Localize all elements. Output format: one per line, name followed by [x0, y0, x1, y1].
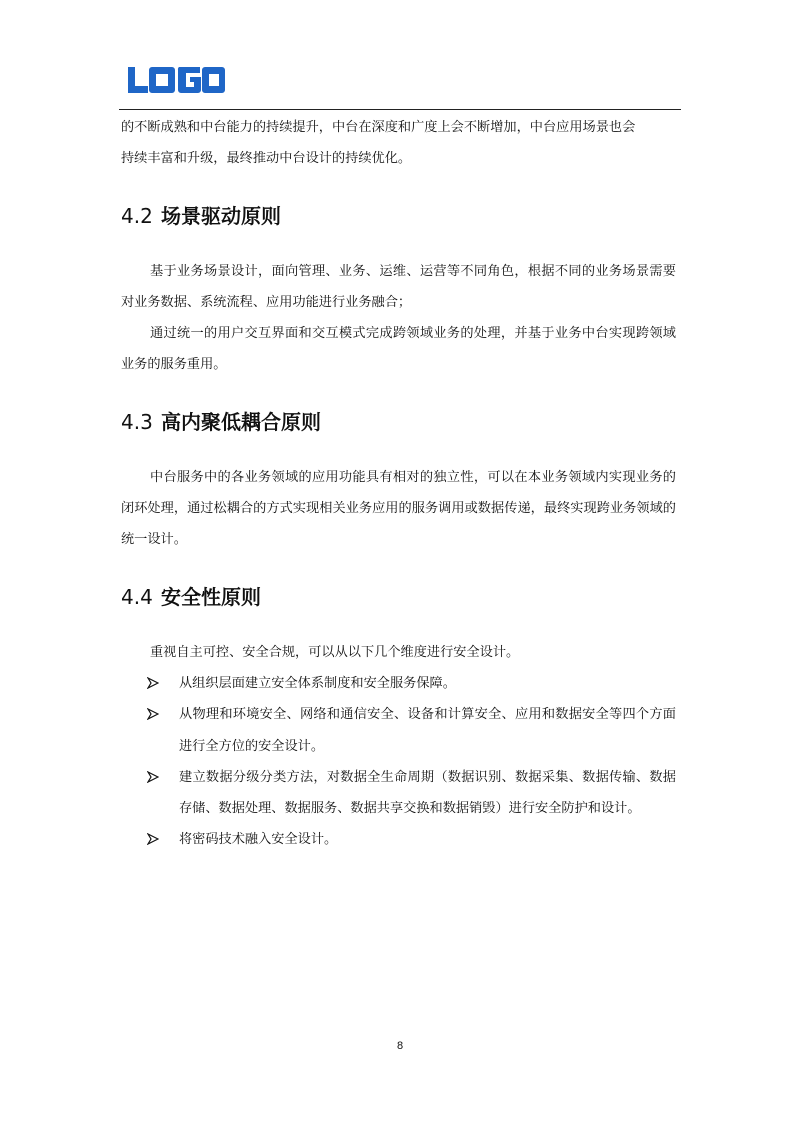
list-item	[121, 668, 676, 699]
paragraph: 中台服务中的各业务领域的应用功能具有相对的独立性，可以在本业务领域内实现业务的闭环处理，通过松耦合的方式实现相关业务应用的服务调用或数据传递，最终实现跨业务领域的统一设计。	[121, 469, 676, 548]
arrowhead-bullet-icon	[147, 833, 159, 845]
list-item-text: 从物理和环境安全、网络和通信安全、设备和计算安全、应用和数据安全等四个方面进行全方位的安全设计。	[179, 707, 676, 754]
arrowhead-bullet-icon	[147, 708, 159, 720]
arrowhead-bullet-icon	[147, 771, 159, 783]
section-number: 4.4	[121, 584, 153, 609]
section-title: 安全性原则	[161, 584, 261, 609]
list-item	[121, 699, 676, 762]
section-heading-4-4	[121, 583, 676, 611]
section-heading-4-2	[121, 202, 676, 230]
paragraph: 重视自主可控、安全合规，可以从以下几个维度进行安全设计。	[150, 644, 520, 660]
section-number: 4.2	[121, 203, 153, 228]
page-number: 8	[396, 1040, 404, 1052]
list-item	[121, 762, 676, 825]
bullet-list	[121, 668, 676, 856]
header-rule	[119, 109, 681, 110]
intro-paragraph	[121, 112, 676, 175]
document-body	[121, 112, 676, 856]
paragraph: 基于业务场景设计，面向管理、业务、运维、运营等不同角色，根据不同的业务场景需要对业务数据、系统流程、应用功能进行业务融合；	[121, 263, 676, 310]
section-title: 高内聚低耦合原则	[161, 409, 321, 434]
intro-line: 持续丰富和升级，最终推动中台设计的持续优化。	[121, 151, 412, 167]
paragraph: 通过统一的用户交互界面和交互模式完成跨领域业务的处理，并基于业务中台实现跨领域业务的服务重用。	[121, 326, 676, 373]
list-item	[121, 824, 676, 855]
logo	[126, 64, 226, 96]
list-item-text: 建立数据分级分类方法，对数据全生命周期（数据识别、数据采集、数据传输、数据存储、数据处理、数据服务、数据共享交换和数据销毁）进行安全防护和设计。	[179, 769, 676, 817]
arrowhead-bullet-icon	[147, 677, 159, 689]
section-heading-4-3	[121, 408, 676, 436]
section-number: 4.3	[121, 409, 153, 434]
section-title: 场景驱动原则	[161, 203, 281, 228]
list-item-text: 从组织层面建立安全体系制度和安全服务保障。	[179, 675, 456, 691]
list-item-text: 将密码技术融入安全设计。	[179, 832, 338, 848]
intro-line: 的不断成熟和中台能力的持续提升，中台在深度和广度上会不断增加，中台应用场景也会	[121, 120, 636, 135]
